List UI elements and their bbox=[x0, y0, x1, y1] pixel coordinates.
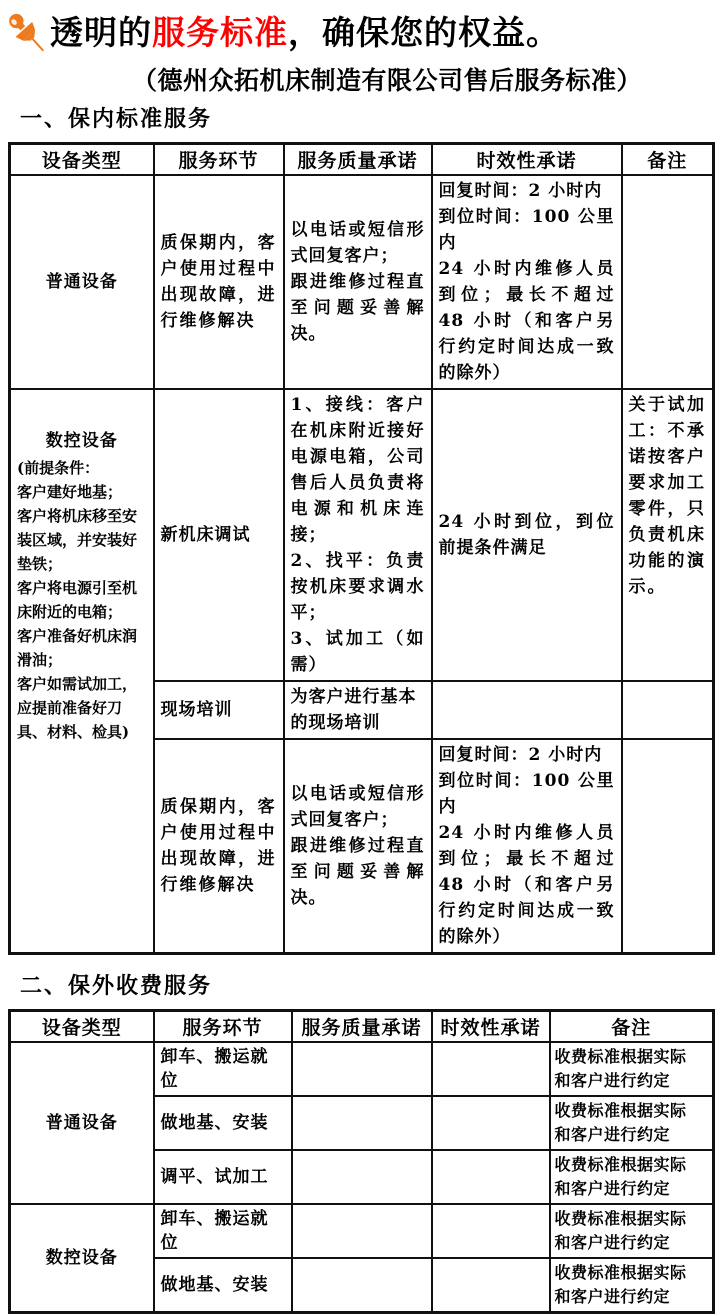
table-row bbox=[10, 1204, 714, 1258]
cell-remark-empty bbox=[622, 175, 714, 389]
col-header-service-stage: 服务环节 bbox=[154, 144, 284, 176]
table-header-row bbox=[10, 1011, 714, 1043]
cell-service-debug: 新机床调试 bbox=[154, 389, 284, 681]
cell-equipment-cnc: 数控设备 bbox=[10, 1204, 154, 1313]
cell-fee-remark: 收费标准根据实际 和客户进行约定 bbox=[550, 1258, 714, 1313]
out-of-warranty-table bbox=[8, 1009, 715, 1314]
cell-quality-empty bbox=[292, 1258, 432, 1313]
cell-service-foundation: 做地基、安装 bbox=[154, 1096, 292, 1150]
cnc-equipment-conditions: (前提条件： 客户建好地基； 客户将机床移至安装区域，并安装好垫铁； 客户将电源引至机床附近的电箱； 客户准备好机床润滑油； 客户如需试加工，应提前准备好刀具、材料、检具) bbox=[17, 459, 138, 741]
section2-heading: 二、保外收费服务 bbox=[20, 973, 213, 999]
in-warranty-table bbox=[8, 142, 715, 955]
title-suffix: ，确保您的权益。 bbox=[288, 13, 560, 52]
cnc-equipment-title: 数控设备 bbox=[45, 431, 118, 451]
cell-fee-remark: 收费标准根据实际 和客户进行约定 bbox=[550, 1204, 714, 1258]
cell-remark-trial-machining: 关于试加工：不承诺按客户要求加工零件，只负责机床功能的演示。 bbox=[622, 389, 714, 681]
page-subtitle: （德州众拓机床制造有限公司售后服务标准） bbox=[132, 66, 643, 95]
cell-remark-empty bbox=[622, 739, 714, 954]
col-header-service-stage: 服务环节 bbox=[154, 1011, 292, 1043]
cell-timeliness-empty bbox=[432, 1096, 550, 1150]
cell-quality-repair: 以电话或短信形式回复客户； 跟进维修过程直至问题妥善解决。 bbox=[284, 739, 432, 954]
col-header-equipment-type: 设备类型 bbox=[10, 144, 154, 176]
cell-quality-empty bbox=[292, 1096, 432, 1150]
cell-fee-remark: 收费标准根据实际 和客户进行约定 bbox=[550, 1150, 714, 1204]
cell-timeliness-repair: 回复时间：2 小时内 到位时间：100 公里内 24 小时内维修人员到位；最长不超过 48 小时（和客户另行约定时间达成一致的除外） bbox=[432, 739, 622, 954]
col-header-remark: 备注 bbox=[622, 144, 714, 176]
cell-remark-empty bbox=[622, 681, 714, 739]
cell-quality-repair: 以电话或短信形式回复客户； 跟进维修过程直至问题妥善解决。 bbox=[284, 175, 432, 389]
cell-equipment-cnc bbox=[10, 389, 154, 954]
cell-quality-empty bbox=[292, 1150, 432, 1204]
col-header-timeliness-commitment: 时效性承诺 bbox=[432, 144, 622, 176]
cell-fee-remark: 收费标准根据实际 和客户进行约定 bbox=[550, 1042, 714, 1096]
cell-service-training: 现场培训 bbox=[154, 681, 284, 739]
cell-service-leveling: 调平、试加工 bbox=[154, 1150, 292, 1204]
table-row bbox=[10, 1042, 714, 1096]
title-prefix: 透明的 bbox=[50, 13, 152, 52]
table-row bbox=[10, 389, 714, 681]
cell-quality-debug: 1、接线：客户在机床附近接好电源电箱，公司售后人员负责将电源和机床连接； 2、找平：负责按机床要求调水平； 3、试加工（如需） bbox=[284, 389, 432, 681]
cell-quality-empty bbox=[292, 1204, 432, 1258]
page-title bbox=[50, 10, 560, 56]
title-highlight: 服务标准 bbox=[152, 13, 288, 52]
col-header-quality-commitment: 服务质量承诺 bbox=[292, 1011, 432, 1043]
cell-timeliness-empty bbox=[432, 1150, 550, 1204]
cell-quality-empty bbox=[292, 1042, 432, 1096]
cell-equipment-ordinary: 普通设备 bbox=[10, 1042, 154, 1204]
cell-quality-training: 为客户进行基本的现场培训 bbox=[284, 681, 432, 739]
cell-timeliness-debug: 24 小时到位，到位前提条件满足 bbox=[432, 389, 622, 681]
cell-timeliness-repair: 回复时间：2 小时内 到位时间：100 公里内 24 小时内维修人员到位；最长不超过 48 小时（和客户另行约定时间达成一致的除外） bbox=[432, 175, 622, 389]
pushpin-icon bbox=[2, 6, 50, 64]
cell-service-unload: 卸车、搬运就位 bbox=[154, 1204, 292, 1258]
cell-equipment-ordinary: 普通设备 bbox=[10, 175, 154, 389]
col-header-remark: 备注 bbox=[550, 1011, 714, 1043]
cell-service-repair: 质保期内，客户使用过程中出现故障，进行维修解决 bbox=[154, 175, 284, 389]
cell-service-repair: 质保期内，客户使用过程中出现故障，进行维修解决 bbox=[154, 739, 284, 954]
cell-service-unload: 卸车、搬运就位 bbox=[154, 1042, 292, 1096]
cell-timeliness-empty bbox=[432, 681, 622, 739]
col-header-timeliness-commitment: 时效性承诺 bbox=[432, 1011, 550, 1043]
cell-timeliness-empty bbox=[432, 1204, 550, 1258]
table-row bbox=[10, 175, 714, 389]
col-header-equipment-type: 设备类型 bbox=[10, 1011, 154, 1043]
cell-service-foundation: 做地基、安装 bbox=[154, 1258, 292, 1313]
section1-heading: 一、保内标准服务 bbox=[20, 106, 213, 132]
header bbox=[0, 0, 720, 64]
table-header-row bbox=[10, 144, 714, 176]
cell-fee-remark: 收费标准根据实际 和客户进行约定 bbox=[550, 1096, 714, 1150]
col-header-quality-commitment: 服务质量承诺 bbox=[284, 144, 432, 176]
cell-timeliness-empty bbox=[432, 1258, 550, 1313]
cell-timeliness-empty bbox=[432, 1042, 550, 1096]
